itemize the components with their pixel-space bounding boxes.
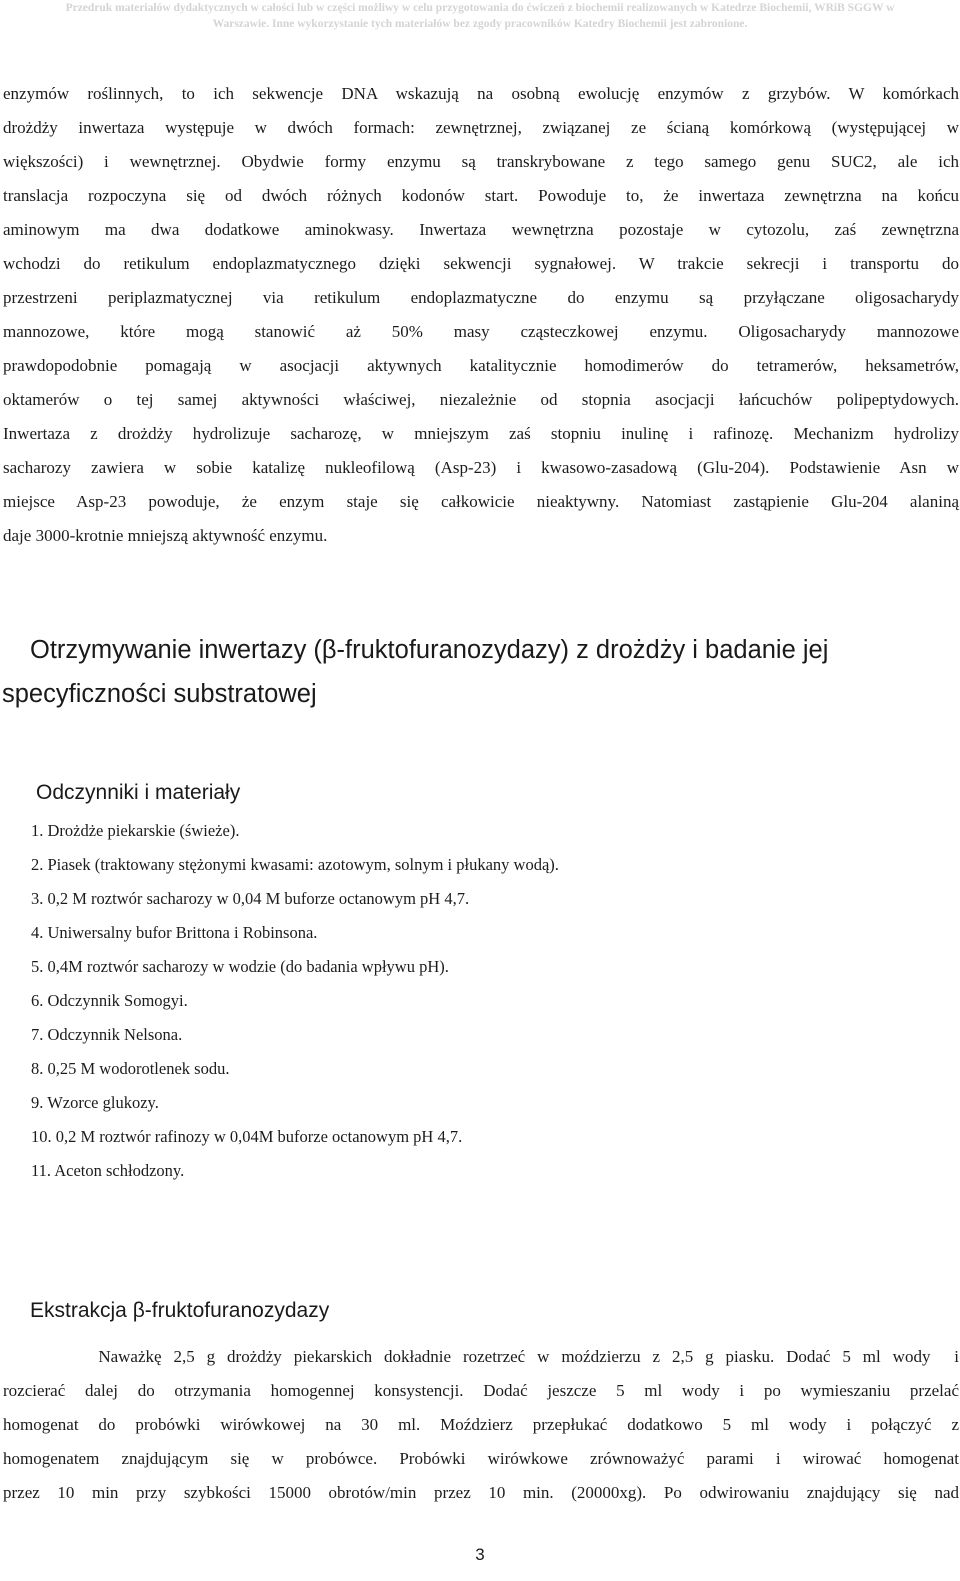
paragraph-line: Inwertaza z drożdży hydrolizuje sacharozę, w mniejszym zaś stopniu inulinę i rafinozę. Mechanizm hydrolizy — [3, 424, 959, 443]
paragraph-line: rozcierać dalej do otrzymania homogennej konsystencji. Dodać jeszcze 5 ml wody i po wymieszaniu przelać — [3, 1381, 959, 1400]
extraction-paragraph — [3, 1340, 959, 1510]
list-item: 8. 0,25 M wodorotlenek sodu. — [31, 1059, 230, 1078]
paragraph-line: drożdży inwertaza występuje w dwóch formach: zewnętrznej, związanej ze ścianą komórkową (występującej w — [3, 118, 959, 137]
paragraph-line: przez 10 min przy szybkości 15000 obrotów/min przez 10 min. (20000xg). Po odwirowaniu znajdujący się nad — [3, 1483, 959, 1502]
list-item: 11. Aceton schłodzony. — [31, 1161, 185, 1180]
list-item: 4. Uniwersalny bufor Brittona i Robinsona. — [31, 923, 318, 942]
list-item: 5. 0,4M roztwór sacharozy w wodzie (do badania wpływu pH). — [31, 957, 449, 976]
intro-paragraph — [3, 77, 959, 553]
section-title — [0, 628, 960, 716]
list-item: 2. Piasek (traktowany stężonymi kwasami: azotowym, solnym i płukany wodą). — [31, 855, 559, 874]
paragraph-line: wchodzi do retikulum endoplazmatycznego dzięki sekwencji sygnałowej. W trakcie sekrecji i transportu do — [3, 254, 959, 273]
extraction-heading: Ekstrakcja β-fruktofuranozydazy — [30, 1299, 330, 1322]
paragraph-line: miejsce Asp-23 powoduje, że enzym staje się całkowicie nieaktywny. Natomiast zastąpienie Glu-204 alaniną — [3, 492, 959, 511]
list-item: 9. Wzorce glukozy. — [31, 1093, 159, 1112]
paragraph-line: enzymów roślinnych, to ich sekwencje DNA wskazują na osobną ewolucję enzymów z grzybów. W komórkach — [3, 84, 959, 103]
list-item: 6. Odczynnik Somogyi. — [31, 991, 188, 1010]
paragraph-line: translacja rozpoczyna się od dwóch różnych kodonów start. Powoduje to, że inwertaza zewnętrzna na końcu — [3, 186, 959, 205]
paragraph-line: Naważkę 2,5 g drożdży piekarskich dokładnie rozetrzeć w moździerzu z 2,5 g piasku. Dodać 5 ml wody i — [3, 1347, 959, 1366]
paragraph-line: mannozowe, które mogą stanowić aż 50% masy cząsteczkowej enzymu. Oligosacharydy mannozowe — [3, 322, 959, 341]
paragraph-line: większości) i wewnętrznej. Obydwie formy enzymu są transkrybowane z tego samego genu SUC2, ale ich — [3, 152, 959, 171]
paragraph-line: aminowym ma dwa dodatkowe aminokwasy. Inwertaza wewnętrzna pozostaje w cytozolu, zaś zewnętrzna — [3, 220, 959, 239]
list-item: 1. Drożdże piekarskie (świeże). — [31, 821, 240, 840]
paragraph-line: sacharozy zawiera w sobie katalizę nukleofilową (Asp-23) i kwasowo-zasadową (Glu-204). Podstawienie Asn w — [3, 458, 959, 477]
section-title-line: specyficzności substratowej — [2, 680, 317, 708]
section-title-line: Otrzymywanie inwertazy (β-fruktofuranozydazy) z drożdży i badanie jej — [30, 636, 829, 664]
paragraph-line: homogenatem znajdującym się w probówce. Probówki wirówkowe zrównoważyć parami i wirować homogenat — [3, 1449, 959, 1468]
materials-list — [31, 814, 559, 1188]
list-item: 7. Odczynnik Nelsona. — [31, 1025, 183, 1044]
page-number: 3 — [475, 1545, 485, 1564]
copyright-watermark — [0, 0, 960, 32]
watermark-line: Przedruk materiałów dydaktycznych w całości lub w części możliwy w celu przygotowania do ćwiczeń z biochemii realizowanych w Katedrze Biochemii, WRiB SGGW w — [65, 2, 895, 14]
list-item: 3. 0,2 M roztwór sacharozy w 0,04 M buforze octanowym pH 4,7. — [31, 889, 470, 908]
list-item: 10. 0,2 M roztwór rafinozy w 0,04M buforze octanowym pH 4,7. — [31, 1127, 463, 1146]
materials-heading: Odczynniki i materiały — [36, 781, 241, 804]
paragraph-line: prawdopodobnie pomagają w asocjacji aktywnych katalitycznie homodimerów do tetramerów, heksametrów, — [3, 356, 959, 375]
paragraph-line: przestrzeni periplazmatycznej via retikulum endoplazmatyczne do enzymu są przyłączane oligosacharydy — [3, 288, 959, 307]
paragraph-line: homogenat do probówki wirówkowej na 30 ml. Moździerz przepłukać dodatkowo 5 ml wody i połączyć z — [3, 1415, 959, 1434]
paragraph-line: daje 3000-krotnie mniejszą aktywność enzymu. — [3, 526, 328, 545]
watermark-line: Warszawie. Inne wykorzystanie tych materiałów bez zgody pracowników Katedry Biochemii jest zabronione. — [212, 18, 748, 30]
paragraph-line: oktamerów o tej samej aktywności właściwej, niezależnie od stopnia asocjacji łańcuchów polipeptydowych. — [3, 390, 959, 409]
